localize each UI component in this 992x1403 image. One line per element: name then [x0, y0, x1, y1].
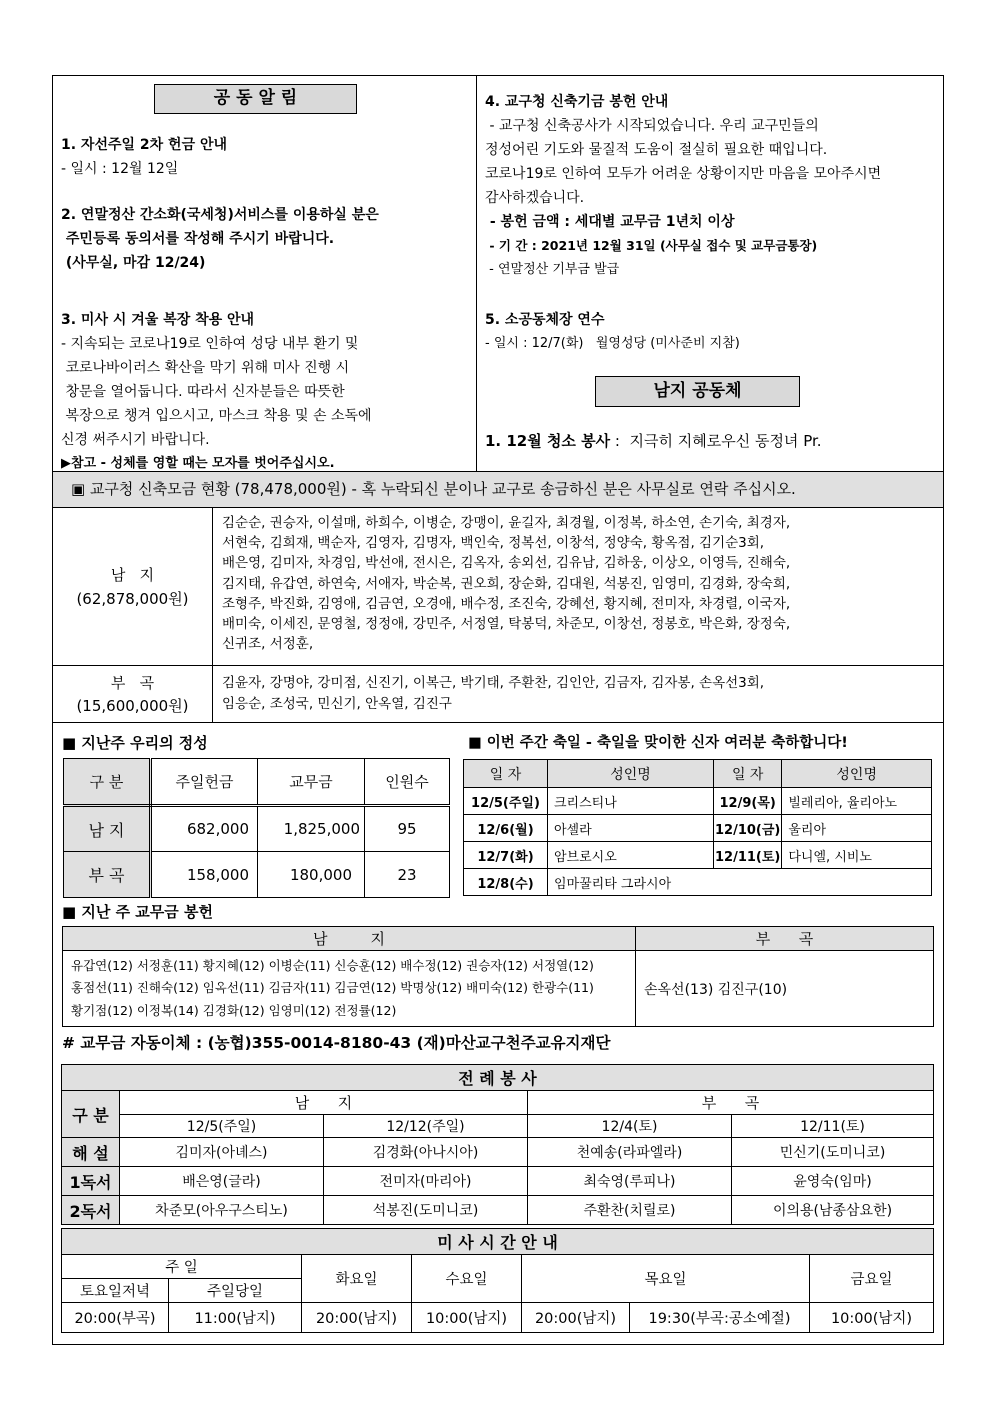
donor-line: 김지태, 유갑연, 하연숙, 서애자, 박순복, 권오희, 장순화, 김대원, 석봉진, 임영미, 김경화, 장숙희, [222, 575, 791, 592]
notice-line: - 교구청 신축공사가 시작되었습니다. 우리 교구민들의 [485, 118, 819, 134]
offering-cell: 23 [365, 852, 450, 898]
fund-name: 부 곡 [110, 673, 155, 692]
donor-line: 배은영, 김미자, 차경임, 박선애, 전시은, 김옥자, 송외선, 김유남, 김하웅, 이상오, 이영득, 진해숙, [222, 555, 791, 572]
fund-donors [222, 513, 940, 654]
altar-name: 김경화(아나시아) [324, 1138, 528, 1167]
mass-time: 10:00(남지) [412, 1303, 522, 1333]
offering-title: ■ 지난주 우리의 정성 [62, 734, 208, 752]
altar-date: 12/5(주일) [120, 1115, 324, 1138]
feast-cell: 12/7(화) [464, 842, 548, 869]
offering-table [63, 758, 450, 898]
notice-line: (사무실, 마감 12/24) [61, 255, 206, 271]
notice-note: ▶참고 - 성체를 영할 때는 모자를 벗어주십시오. [61, 456, 335, 471]
feast-header: 성인명 [548, 760, 714, 788]
notice-line: 감사하겠습니다. [485, 190, 585, 206]
notice-line: 주민등록 동의서를 작성해 주시기 바랍니다. [61, 231, 335, 247]
table-row [64, 806, 450, 852]
altar-title: 전 례 봉 사 [62, 1065, 934, 1091]
offering-cell: 부 곡 [64, 852, 151, 898]
dues-title: ■ 지난 주 교무금 봉헌 [62, 903, 213, 921]
notice-line: 창문을 열어둡니다. 따라서 신자분들은 따뜻한 [61, 384, 345, 400]
offering-header: 인원수 [365, 759, 450, 806]
altar-name: 천예송(라파엘라) [528, 1138, 732, 1167]
feast-cell: 빌레리아, 율리아노 [782, 788, 932, 815]
notice-heading: 5. 소공동체장 연수 [485, 312, 605, 328]
dues-bugok-cell: 손옥선(13) 김진구(10) [636, 951, 934, 1027]
notice-title: 공 동 알 림 [154, 84, 357, 114]
notice-heading: 2. 연말정산 간소화(국세청)서비스를 이용하실 분은 [61, 207, 379, 223]
feast-title: ■ 이번 주간 축일 - 축일을 맞이한 신자 여러분 축하합니다! [468, 735, 848, 751]
notice-line: 복장으로 챙겨 입으시고, 마스크 착용 및 손 소독에 [61, 408, 372, 424]
dues-table [62, 926, 934, 1027]
dues-line: 황기점(12) 이정복(14) 김경화(12) 임영미(12) 전정률(12) [71, 1002, 397, 1018]
mass-title: 미 사 시 간 안 내 [62, 1229, 934, 1255]
notice-line: 정성어린 기도와 물질적 도움이 절실히 필요한 때입니다. [485, 142, 828, 158]
notice-line: - 일시 : 12월 12일 [61, 161, 179, 177]
donor-line: 신귀조, 서정훈, [222, 636, 314, 653]
community-title: 남지 공동체 [595, 376, 800, 407]
table-row [464, 869, 932, 896]
donor-line: 서현숙, 김희재, 백순자, 김영자, 김명자, 백인숙, 정복선, 이창석, 정양숙, 황옥점, 김기순3회, [222, 535, 765, 552]
altar-group: 부 곡 [528, 1091, 934, 1115]
altar-name: 이의용(남종삼요한) [732, 1196, 934, 1225]
mass-thu: 목요일 [522, 1255, 810, 1303]
fund-name-cell [53, 508, 213, 666]
notice-period: - 기 간 : 2021년 12월 31일 (사무실 접수 및 교무금통장) [485, 238, 818, 253]
table-row [62, 1196, 934, 1225]
altar-date: 12/12(주일) [324, 1115, 528, 1138]
mass-sunday: 주 일 [62, 1255, 302, 1279]
cleaning-text: : 지극히 지혜로우신 동정녀 Pr. [610, 432, 822, 450]
offering-header: 구 분 [64, 759, 151, 806]
column-divider [476, 76, 477, 471]
offering-header: 교무금 [258, 759, 365, 806]
fund-amount: (15,600,000원) [76, 696, 189, 715]
mass-table [61, 1228, 934, 1333]
table-row [62, 1303, 934, 1333]
altar-name: 민신기(도미니코) [732, 1138, 934, 1167]
mass-time: 20:00(남지) [302, 1303, 412, 1333]
offering-cell: 남 지 [64, 806, 151, 852]
feast-cell: 12/6(월) [464, 815, 548, 842]
notice-item-4 [485, 90, 935, 282]
dues-namji-cell [63, 951, 636, 1027]
offering-cell: 1,825,000 [258, 806, 365, 852]
notice-heading: 3. 미사 시 겨울 복장 착용 안내 [61, 312, 255, 328]
table-row [62, 1138, 934, 1167]
mass-time: 11:00(남지) [169, 1303, 302, 1333]
feast-cell: 12/5(주일) [464, 788, 548, 815]
feast-cell: 울리아 [782, 815, 932, 842]
altar-name: 배은영(글라) [120, 1167, 324, 1196]
donor-line: 임응순, 조성국, 민신기, 안옥열, 김진구 [222, 695, 452, 712]
mass-sun-day: 주일당일 [169, 1279, 302, 1303]
feast-cell: 12/11(토) [714, 842, 782, 869]
mass-time: 19:30(부곡:공소예절) [630, 1303, 810, 1333]
fund-donors [222, 673, 940, 714]
notice-item-1 [61, 133, 471, 181]
altar-name: 전미자(마리아) [324, 1167, 528, 1196]
mass-time: 20:00(남지) [522, 1303, 630, 1333]
offering-cell: 95 [365, 806, 450, 852]
table-row [464, 815, 932, 842]
mass-time: 20:00(부곡) [62, 1303, 169, 1333]
notice-line: - 지속되는 코로나19로 인하여 성당 내부 환기 및 [61, 336, 359, 352]
feast-cell: 12/8(수) [464, 869, 548, 896]
offering-header: 주일헌금 [151, 759, 258, 806]
altar-role: 1독서 [62, 1167, 120, 1196]
notice-heading: 1. 자선주일 2차 헌금 안내 [61, 137, 228, 153]
altar-group-label: 구 분 [62, 1091, 120, 1138]
mass-wed: 수요일 [412, 1255, 522, 1303]
altar-name: 차준모(아우구스티노) [120, 1196, 324, 1225]
mass-fri: 금요일 [810, 1255, 934, 1303]
offering-cell: 682,000 [151, 806, 258, 852]
feast-cell: 12/9(목) [714, 788, 782, 815]
dues-line: 유갑연(12) 서정훈(11) 황지혜(12) 이병순(11) 신승훈(12) 배수정(12) 권승자(12) 서정열(12) [71, 957, 594, 973]
notice-line: 신경 써주시기 바랍니다. [61, 432, 210, 448]
feast-header: 성인명 [782, 760, 932, 788]
altar-name: 주환찬(치릴로) [528, 1196, 732, 1225]
altar-role: 2독서 [62, 1196, 120, 1225]
donor-line: 김윤자, 강명야, 강미점, 신진기, 이복근, 박기태, 주환찬, 김인안, 김금자, 김자봉, 손옥선3회, [222, 675, 765, 691]
offering-cell: 180,000 [258, 852, 365, 898]
notice-item-3 [61, 308, 473, 476]
altar-table [61, 1064, 934, 1225]
donor-line: 배미숙, 이세진, 문영철, 정정애, 강민주, 서정열, 탁봉덕, 차준모, 이창선, 정봉호, 박은화, 장정숙, [222, 616, 791, 633]
altar-name: 김미자(아녜스) [120, 1138, 324, 1167]
table-row [464, 788, 932, 815]
cleaning-service [485, 428, 935, 454]
notice-tax: - 연말정산 기부금 발급 [485, 262, 620, 277]
altar-date: 12/4(토) [528, 1115, 732, 1138]
fund-name-cell [53, 666, 213, 723]
feast-cell: 암브로시오 [548, 842, 714, 869]
altar-name: 윤영숙(임마) [732, 1167, 934, 1196]
mass-time: 10:00(남지) [810, 1303, 934, 1333]
altar-name: 최숙영(루피나) [528, 1167, 732, 1196]
fund-title: ▣ 교구청 신축모금 현황 (78,478,000원) - 혹 누락되신 분이나 교구로 송금하신 분은 사무실로 연락 주십시오. [53, 471, 943, 508]
notice-line: - 일시 : 12/7(화) 월영성당 (미사준비 지참) [485, 336, 740, 351]
dues-header: 남 지 [63, 927, 636, 951]
table-row [62, 1167, 934, 1196]
donor-line: 김순순, 권승자, 이설매, 하희수, 이병순, 강맹이, 윤길자, 최경월, 이정복, 하소연, 손기숙, 최경자, [222, 515, 791, 531]
mass-tue: 화요일 [302, 1255, 412, 1303]
feast-cell: 다니엘, 시비노 [782, 842, 932, 869]
altar-role: 해 설 [62, 1138, 120, 1167]
fund-amount: (62,878,000원) [76, 590, 189, 608]
feast-table [463, 759, 932, 896]
altar-name: 석봉진(도미니코) [324, 1196, 528, 1225]
altar-date: 12/11(토) [732, 1115, 934, 1138]
altar-group: 남 지 [120, 1091, 528, 1115]
feast-cell: 임마꿀리타 그라시아 [548, 869, 932, 896]
fund-name: 남 지 [110, 566, 155, 584]
table-row [464, 842, 932, 869]
fund-row-bugok [53, 666, 943, 723]
autopay-info: # 교무금 자동이체 : (농협)355-0014-8180-43 (재)마산교구천주교유지재단 [62, 1034, 611, 1052]
mass-sat-eve: 토요일저녁 [62, 1279, 169, 1303]
notice-heading: 4. 교구청 신축기금 봉헌 안내 [485, 94, 669, 110]
feast-cell: 크리스티나 [548, 788, 714, 815]
notice-amount: - 봉헌 금액 : 세대별 교무금 1년치 이상 [485, 214, 735, 230]
feast-header: 일 자 [714, 760, 782, 788]
dues-line: 홍점선(11) 진해숙(12) 임옥선(11) 김금자(11) 김금연(12) 박명상(12) 배미숙(12) 한광수(11) [71, 980, 594, 996]
table-row [64, 852, 450, 898]
feast-cell: 아셀라 [548, 815, 714, 842]
feast-cell: 12/10(금) [714, 815, 782, 842]
feast-header: 일 자 [464, 760, 548, 788]
dues-header: 부 곡 [636, 927, 934, 951]
fund-row-namji [53, 508, 943, 666]
notice-line: 코로나바이러스 확산을 막기 위해 미사 진행 시 [61, 360, 350, 376]
cleaning-heading: 1. 12월 청소 봉사 [485, 432, 611, 450]
donor-line: 조형주, 박진화, 김영애, 김금연, 오경애, 배수정, 조진숙, 강혜선, 황지혜, 전미자, 차경렬, 이국자, [222, 595, 791, 612]
notice-item-2 [61, 203, 471, 275]
offering-cell: 158,000 [151, 852, 258, 898]
notice-line: 코로나19로 인하여 모두가 어려운 상황이지만 마음을 모아주시면 [485, 166, 882, 182]
notice-item-5 [485, 308, 935, 356]
